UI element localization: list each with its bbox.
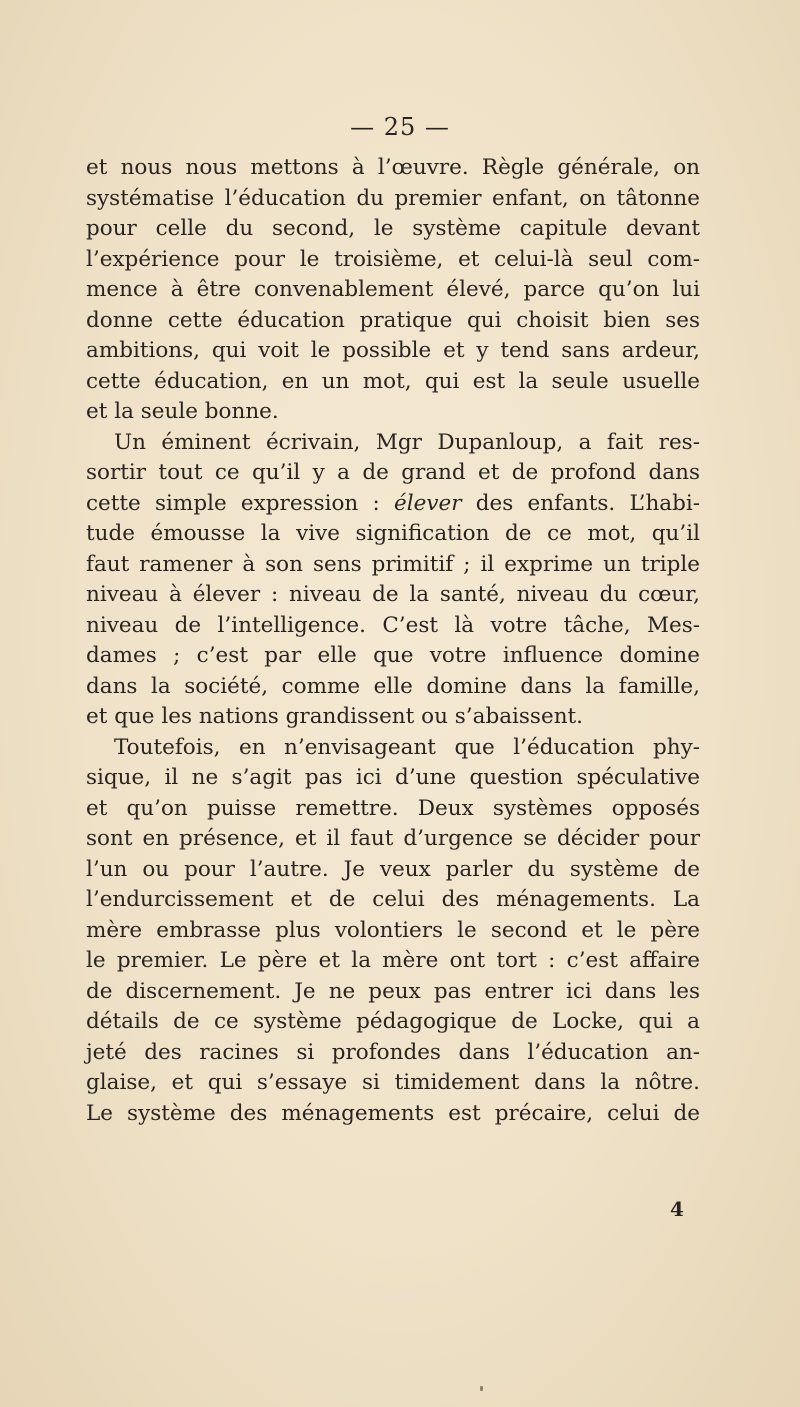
text-line: et la seule bonne.	[86, 399, 279, 424]
text-line: pour celle du second, le système capitule devant	[86, 216, 700, 241]
text-line: le premier. Le père et la mère ont tort : c’est affaire	[86, 948, 700, 973]
text-line: dans la société, comme elle domine dans la famille,	[86, 673, 700, 699]
text-line: tude émousse la vive signification de ce mot, qu’il	[86, 521, 700, 546]
text-line: dames ; c’est par elle que votre influence domine	[86, 643, 700, 668]
text-line: et nous nous mettons à l’œuvre. Règle générale, on	[86, 155, 700, 180]
text-line: ambitions, qui voit le possible et y tend sans ardeur,	[86, 338, 700, 363]
text-line: cette simple expression : élever des enfants. L’habi-	[86, 490, 701, 516]
text-line: l’endurcissement et de celui des ménagements. La	[86, 887, 700, 912]
text-line: Un éminent écrivain, Mgr Dupanloup, a fait res-	[114, 429, 700, 455]
text-line: mère embrasse plus volontiers le second et le père	[86, 917, 700, 943]
text-line: de discernement. Je ne peux pas entrer ici dans les	[86, 978, 700, 1004]
text-line: Le système des ménagements est précaire, celui de	[86, 1100, 700, 1126]
text-line: niveau de l’intelligence. C’est là votre tâche, Mes-	[86, 612, 700, 638]
text-line: donne cette éducation pratique qui choisit bien ses	[86, 307, 700, 333]
text-line: et qu’on puisse remettre. Deux systèmes opposés	[86, 795, 700, 821]
text-line: Toutefois, en n’envisageant que l’éducation phy-	[114, 734, 700, 760]
ink-speck	[480, 1386, 483, 1391]
text-line: sique, il ne s’agit pas ici d’une question spéculative	[86, 765, 700, 790]
text-line: mence à être convenablement élevé, parce qu’on lui	[86, 277, 700, 302]
body-text	[86, 153, 700, 1129]
text-line: glaise, et qui s’essaye si timidement dans la nôtre.	[86, 1070, 700, 1095]
text-line: et que les nations grandissent ou s’abaissent.	[86, 704, 584, 729]
page-number: — 25 —	[350, 113, 450, 141]
text-line: détails de ce système pédagogique de Locke, qui a	[86, 1009, 700, 1034]
signature-mark: 4	[670, 1197, 684, 1221]
text-line: l’expérience pour le troisième, et celui-là seul com-	[86, 246, 700, 272]
text-line: systématise l’éducation du premier enfant, on tâtonne	[86, 185, 700, 211]
text-line: jeté des racines si profondes dans l’éducation an-	[86, 1039, 700, 1065]
text-line: faut ramener à son sens primitif ; il exprime un triple	[86, 551, 700, 577]
text-line: sont en présence, et il faut d’urgence se décider pour	[86, 826, 700, 851]
text-line: cette éducation, en un mot, qui est la seule usuelle	[86, 368, 700, 394]
text-line: sortir tout ce qu’il y a de grand et de profond dans	[86, 460, 700, 485]
text-line: niveau à élever : niveau de la santé, niveau du cœur,	[86, 582, 700, 607]
text-line: l’un ou pour l’autre. Je veux parler du système de	[86, 856, 700, 882]
